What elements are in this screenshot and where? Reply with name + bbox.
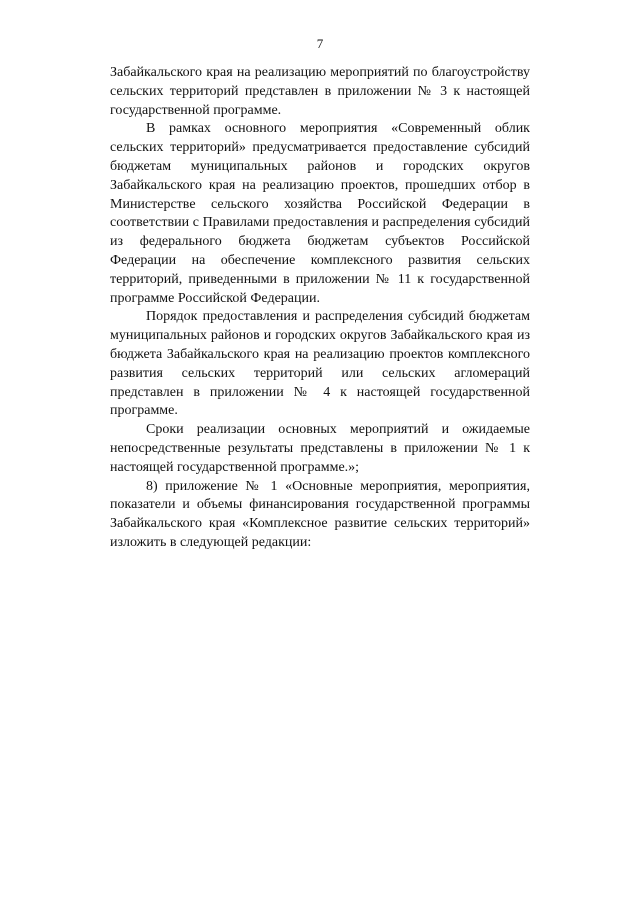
paragraph-implementation-terms: Сроки реализации основных мероприятий и ожидаемые непосредственные результаты представлены в приложении № 1 к настоящей государственной программе.»; <box>110 422 530 475</box>
page-number: 7 <box>316 36 324 51</box>
paragraph-modern-rural-appearance: В рамках основного мероприятия «Современный облик сельских территорий» предусматривается предоставление субсидий бюджетам муниципальных районов и городских округов Забайкальского края на реализацию проектов, прошедших отбор в Министерстве сельского хозяйства Российской Федерации в соответствии с Правилами предоставления и распределения субсидий из федерального бюджета бюджетам субъектов Российской Федерации на обеспечение комплексного развития сельских территорий, приведенными в приложении № 11 к государственной программе Российской Федерации. <box>110 121 530 306</box>
document-body <box>110 64 530 553</box>
paragraph-subsidy-procedure: Порядок предоставления и распределения субсидий бюджетам муниципальных районов и городских округов Забайкальского края из бюджета Забайкальского края на реализацию проектов комплексного развития сельских территорий или сельских агломераций представлен в приложении № 4 к настоящей государственной программе. <box>110 309 530 419</box>
paragraph-continuation: Забайкальского края на реализацию мероприятий по благоустройству сельских территорий представлен в приложении № 3 к настоящей государственной программе. <box>110 65 530 118</box>
paragraph-appendix-amendment: 8) приложение № 1 «Основные мероприятия, мероприятия, показатели и объемы финансирования государственной программы Забайкальского края «Комплексное развитие сельских территорий» изложить в следующей редакции: <box>110 478 530 550</box>
